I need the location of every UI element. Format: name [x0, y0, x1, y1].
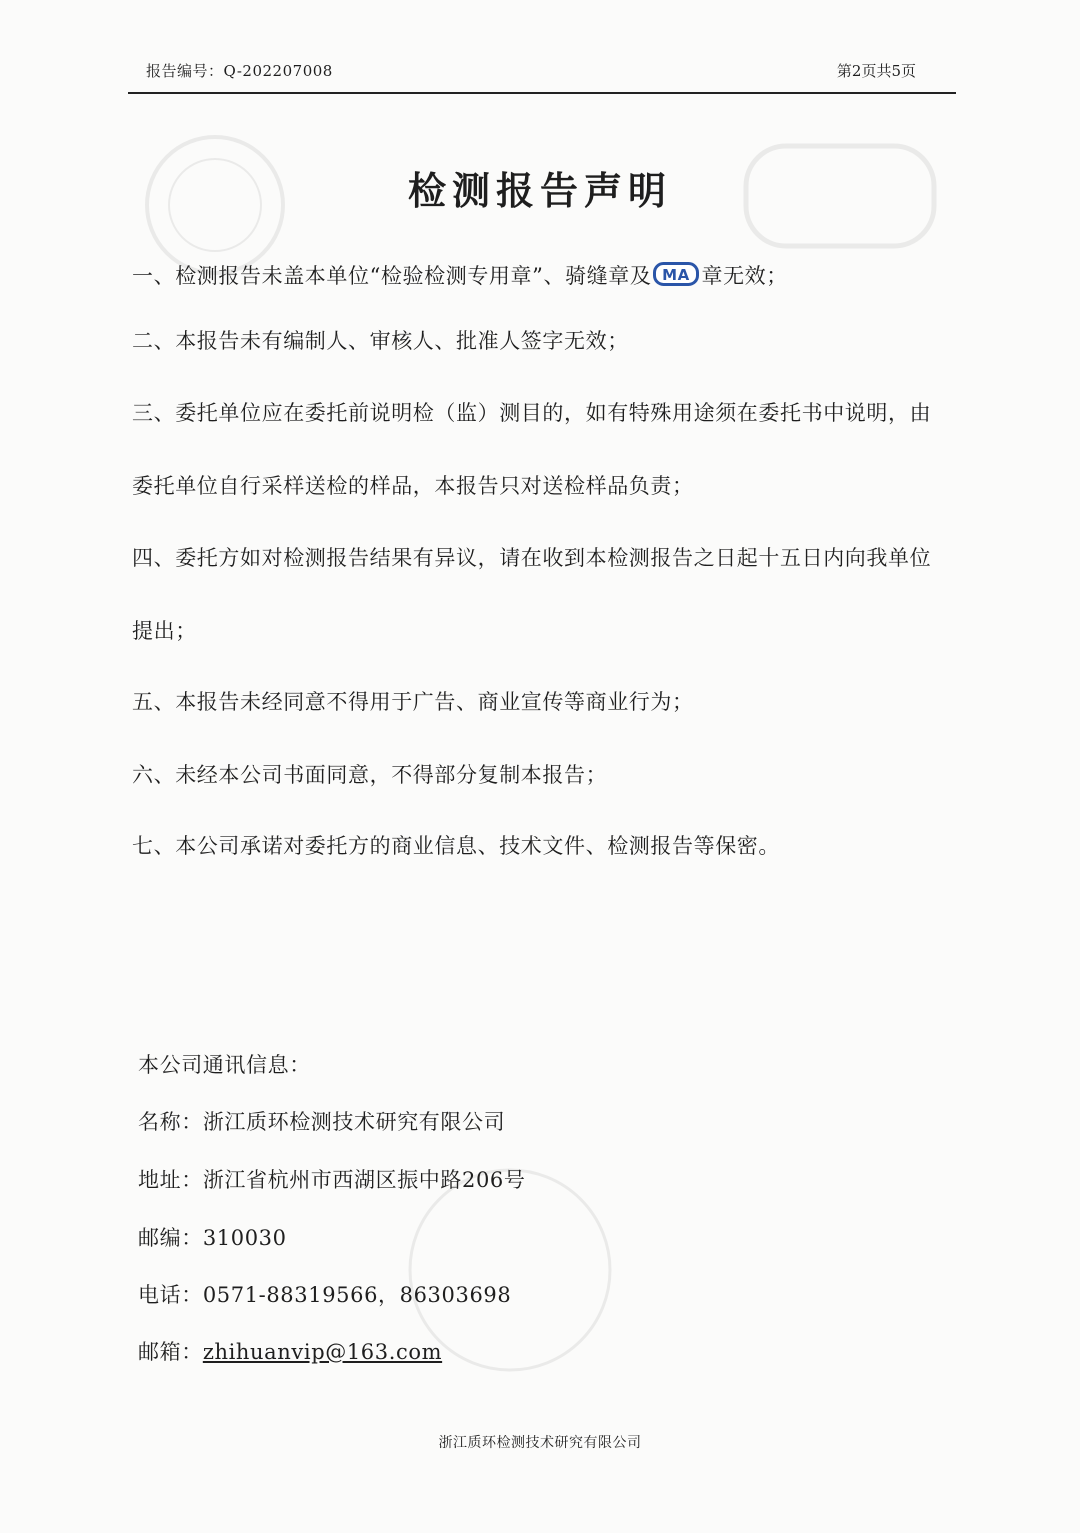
clause-1-text-after: 章无效； — [701, 264, 788, 288]
contact-name-label: 名称： — [138, 1110, 203, 1134]
page-info: 第2页共5页 — [836, 62, 916, 80]
contact-email-label: 邮箱： — [138, 1340, 203, 1364]
clause-4-continued: 提出； — [132, 619, 197, 643]
contact-email — [138, 1336, 442, 1366]
contact-address — [138, 1164, 526, 1194]
contact-email-link[interactable]: zhihuanvip@163.com — [202, 1340, 443, 1364]
clause-4: 四、委托方如对检测报告结果有异议，请在收到本检测报告之日起十五日内向我单位 — [132, 546, 932, 570]
ma-logo-text: MA — [662, 266, 691, 284]
contact-phone — [138, 1279, 511, 1309]
contact-postcode-label: 邮编： — [138, 1226, 203, 1250]
clause-3: 三、委托单位应在委托前说明检（监）测目的，如有特殊用途须在委托书中说明，由 — [132, 401, 932, 425]
report-number-label: 报告编号： — [146, 62, 224, 80]
clause-2: 二、本报告未有编制人、审核人、批准人签字无效； — [132, 329, 629, 353]
contact-phone-value: 0571-88319566，86303698 — [202, 1283, 512, 1307]
clause-7: 七、本公司承诺对委托方的商业信息、技术文件、检测报告等保密。 — [132, 834, 780, 858]
contact-address-label: 地址： — [138, 1168, 203, 1192]
header-divider — [128, 92, 956, 94]
contact-name-value: 浙江质环检测技术研究有限公司 — [202, 1110, 506, 1134]
contact-postcode-value: 310030 — [202, 1226, 287, 1250]
report-number-value: Q-202207008 — [223, 62, 333, 80]
clause-3-continued: 委托单位自行采样送检的样品，本报告只对送检样品负责； — [132, 474, 694, 498]
report-number — [146, 60, 333, 81]
clause-5: 五、本报告未经同意不得用于广告、商业宣传等商业行为； — [132, 690, 694, 714]
footer-company: 浙江质环检测技术研究有限公司 — [438, 1435, 642, 1451]
contact-phone-label: 电话： — [138, 1283, 203, 1307]
clause-1 — [132, 262, 962, 287]
page-title: 检测报告声明 — [407, 168, 672, 213]
ma-certification-logo-icon — [653, 262, 699, 286]
clause-1-text-before: 一、检测报告未盖本单位“检验检测专用章”、骑缝章及 — [132, 264, 652, 288]
contact-name — [138, 1106, 505, 1136]
contact-postcode — [138, 1222, 287, 1252]
contact-address-value: 浙江省杭州市西湖区振中路206号 — [202, 1168, 526, 1192]
contact-heading: 本公司通讯信息： — [138, 1053, 311, 1077]
clause-6: 六、未经本公司书面同意，不得部分复制本报告； — [132, 763, 608, 787]
